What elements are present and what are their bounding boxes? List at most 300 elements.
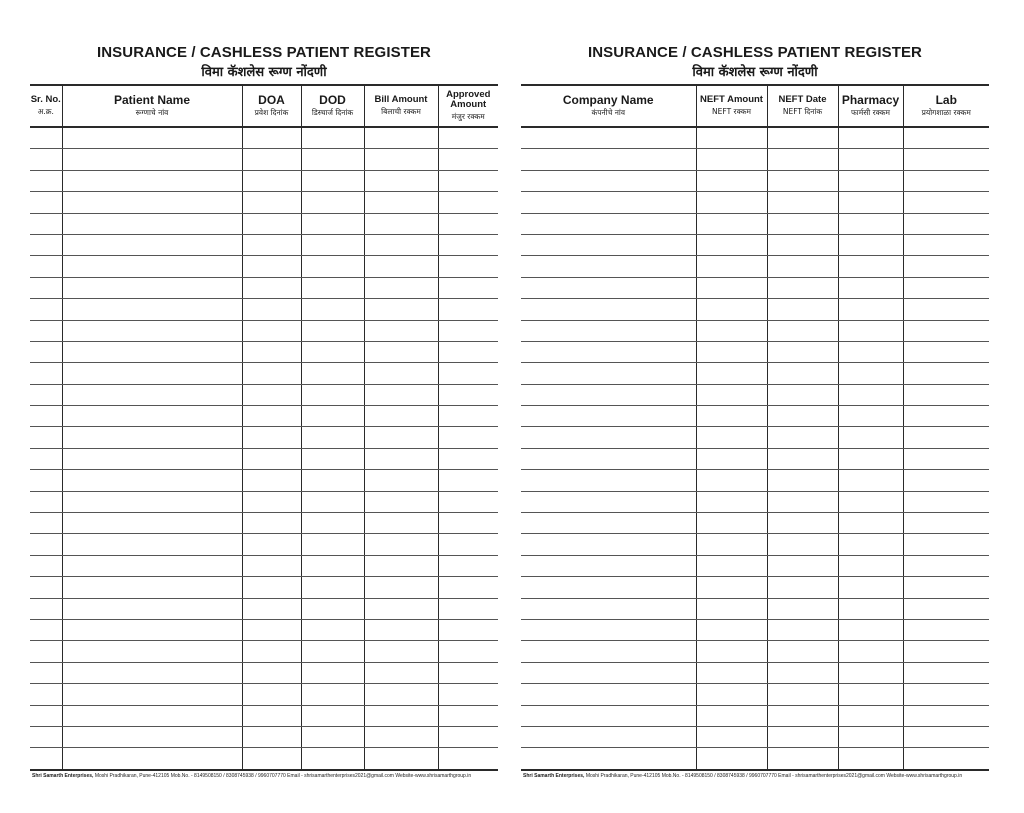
blank-cell	[767, 192, 838, 213]
blank-cell	[242, 320, 301, 341]
blank-cell	[364, 341, 438, 362]
blank-cell	[438, 341, 498, 362]
blank-cell	[521, 470, 696, 491]
blank-cell	[903, 448, 989, 469]
table-row	[521, 748, 989, 770]
blank-cell	[903, 170, 989, 191]
blank-cell	[521, 127, 696, 149]
blank-cell	[838, 127, 903, 149]
column-header-label-marathi: कंपनीचे नांव	[591, 108, 626, 118]
page-subtitle-marathi: विमा कॅशलेस रूग्ण नोंदणी	[692, 65, 818, 80]
blank-cell	[696, 619, 767, 640]
table-row	[521, 406, 989, 427]
blank-cell	[62, 427, 242, 448]
table-row	[521, 363, 989, 384]
blank-cell	[903, 427, 989, 448]
blank-cell	[438, 127, 498, 149]
blank-cell	[62, 299, 242, 320]
blank-cell	[301, 341, 364, 362]
blank-cell	[767, 277, 838, 298]
blank-cell	[62, 384, 242, 405]
blank-cell	[696, 726, 767, 747]
blank-cell	[62, 619, 242, 640]
blank-cell	[767, 341, 838, 362]
table-row	[30, 320, 498, 341]
column-header-approved-amount	[438, 85, 498, 127]
blank-cell	[301, 513, 364, 534]
table-row	[30, 491, 498, 512]
page-footer	[523, 773, 991, 779]
blank-cell	[438, 513, 498, 534]
blank-cell	[521, 170, 696, 191]
blank-cell	[364, 277, 438, 298]
blank-cell	[838, 726, 903, 747]
blank-cell	[30, 299, 62, 320]
blank-cell	[903, 491, 989, 512]
blank-cell	[521, 598, 696, 619]
blank-cell	[838, 213, 903, 234]
blank-cell	[30, 448, 62, 469]
blank-cell	[62, 684, 242, 705]
blank-cell	[767, 384, 838, 405]
blank-cell	[696, 491, 767, 512]
blank-cell	[521, 384, 696, 405]
column-header-label: Pharmacy	[841, 92, 900, 107]
blank-cell	[301, 213, 364, 234]
blank-cell	[438, 470, 498, 491]
blank-cell	[62, 149, 242, 170]
column-header-label-marathi: NEFT रक्कम	[712, 106, 751, 116]
blank-cell	[301, 149, 364, 170]
column-header-label: Company Name	[562, 92, 654, 107]
blank-cell	[301, 555, 364, 576]
blank-cell	[301, 363, 364, 384]
blank-cell	[767, 470, 838, 491]
blank-cell	[767, 256, 838, 277]
table-row	[521, 513, 989, 534]
blank-cell	[903, 662, 989, 683]
blank-cell	[438, 213, 498, 234]
blank-cell	[242, 234, 301, 255]
blank-cell	[30, 277, 62, 298]
blank-cell	[696, 427, 767, 448]
blank-cell	[364, 406, 438, 427]
column-header-label: DOD	[319, 92, 346, 107]
blank-cell	[521, 662, 696, 683]
blank-cell	[438, 534, 498, 555]
column-header-company-name	[521, 85, 696, 127]
blank-cell	[838, 277, 903, 298]
blank-cell	[696, 705, 767, 726]
blank-cell	[364, 619, 438, 640]
blank-cell	[30, 149, 62, 170]
blank-cell	[62, 534, 242, 555]
blank-cell	[903, 406, 989, 427]
table-row	[30, 705, 498, 726]
blank-cell	[903, 256, 989, 277]
blank-cell	[438, 555, 498, 576]
table-row	[30, 256, 498, 277]
table-row	[521, 726, 989, 747]
blank-cell	[30, 406, 62, 427]
blank-cell	[767, 662, 838, 683]
blank-cell	[242, 705, 301, 726]
column-header-label-marathi: बिलाची रक्कम	[381, 106, 421, 116]
blank-cell	[364, 170, 438, 191]
blank-cell	[30, 384, 62, 405]
blank-cell	[30, 598, 62, 619]
blank-cell	[438, 491, 498, 512]
blank-cell	[30, 555, 62, 576]
blank-cell	[242, 726, 301, 747]
blank-cell	[364, 448, 438, 469]
blank-cell	[521, 534, 696, 555]
blank-cell	[438, 619, 498, 640]
blank-cell	[767, 641, 838, 662]
table-row	[30, 192, 498, 213]
blank-cell	[696, 127, 767, 149]
table-row	[521, 598, 989, 619]
blank-cell	[438, 406, 498, 427]
blank-cell	[767, 299, 838, 320]
blank-cell	[767, 684, 838, 705]
blank-cell	[301, 277, 364, 298]
column-header-patient-name	[62, 85, 242, 127]
blank-cell	[838, 491, 903, 512]
blank-cell	[301, 641, 364, 662]
column-header-neft-date	[767, 85, 838, 127]
blank-cell	[903, 555, 989, 576]
table-row	[30, 127, 498, 149]
blank-cell	[364, 320, 438, 341]
blank-cell	[364, 427, 438, 448]
blank-cell	[838, 341, 903, 362]
blank-cell	[767, 427, 838, 448]
blank-cell	[903, 299, 989, 320]
table-row	[521, 705, 989, 726]
blank-cell	[62, 277, 242, 298]
blank-cell	[438, 577, 498, 598]
blank-cell	[30, 213, 62, 234]
blank-cell	[438, 192, 498, 213]
blank-cell	[301, 299, 364, 320]
table-row	[521, 555, 989, 576]
blank-cell	[301, 726, 364, 747]
blank-cell	[301, 705, 364, 726]
blank-cell	[30, 513, 62, 534]
blank-cell	[30, 470, 62, 491]
column-header-dod	[301, 85, 364, 127]
blank-cell	[301, 320, 364, 341]
blank-cell	[521, 320, 696, 341]
blank-cell	[242, 577, 301, 598]
blank-cell	[903, 513, 989, 534]
blank-cell	[242, 299, 301, 320]
blank-cell	[364, 470, 438, 491]
table-row	[30, 277, 498, 298]
table-row	[521, 341, 989, 362]
patient-register-table	[30, 84, 498, 771]
blank-cell	[767, 577, 838, 598]
blank-cell	[521, 684, 696, 705]
blank-cell	[521, 277, 696, 298]
blank-cell	[364, 748, 438, 770]
blank-cell	[242, 470, 301, 491]
table-row	[521, 684, 989, 705]
blank-cell	[696, 384, 767, 405]
blank-cell	[301, 470, 364, 491]
blank-cell	[838, 192, 903, 213]
table-row	[30, 748, 498, 770]
blank-cell	[364, 299, 438, 320]
blank-cell	[838, 470, 903, 491]
blank-cell	[696, 513, 767, 534]
table-row	[30, 363, 498, 384]
blank-cell	[838, 662, 903, 683]
blank-cell	[301, 491, 364, 512]
blank-cell	[62, 406, 242, 427]
blank-cell	[30, 192, 62, 213]
column-header-label-marathi: डिस्चार्ज दिनांक	[311, 108, 354, 118]
blank-cell	[30, 577, 62, 598]
blank-cell	[838, 448, 903, 469]
blank-cell	[242, 748, 301, 770]
blank-cell	[438, 448, 498, 469]
blank-cell	[438, 320, 498, 341]
blank-cell	[242, 598, 301, 619]
blank-cell	[364, 149, 438, 170]
table-row	[521, 192, 989, 213]
blank-cell	[30, 534, 62, 555]
table-row	[30, 684, 498, 705]
blank-cell	[838, 170, 903, 191]
blank-cell	[903, 277, 989, 298]
blank-cell	[767, 513, 838, 534]
blank-cell	[767, 534, 838, 555]
blank-cell	[521, 149, 696, 170]
blank-cell	[521, 234, 696, 255]
table-row	[30, 384, 498, 405]
blank-cell	[767, 491, 838, 512]
blank-cell	[696, 299, 767, 320]
column-header-label-marathi: रूग्णाचे नांव	[135, 108, 169, 118]
blank-cell	[903, 192, 989, 213]
blank-cell	[62, 748, 242, 770]
blank-cell	[62, 598, 242, 619]
blank-cell	[838, 406, 903, 427]
blank-cell	[767, 406, 838, 427]
blank-cell	[30, 427, 62, 448]
blank-cell	[364, 127, 438, 149]
blank-cell	[364, 577, 438, 598]
column-header-sr-no	[30, 85, 62, 127]
column-header-lab	[903, 85, 989, 127]
table-row	[30, 213, 498, 234]
table-row	[521, 384, 989, 405]
blank-cell	[242, 406, 301, 427]
blank-cell	[438, 149, 498, 170]
blank-cell	[696, 534, 767, 555]
blank-cell	[301, 406, 364, 427]
table-row	[521, 577, 989, 598]
blank-cell	[62, 577, 242, 598]
blank-cell	[838, 384, 903, 405]
blank-cell	[696, 234, 767, 255]
blank-cell	[696, 170, 767, 191]
blank-cell	[438, 662, 498, 683]
blank-cell	[696, 320, 767, 341]
blank-cell	[696, 470, 767, 491]
blank-cell	[903, 234, 989, 255]
blank-cell	[838, 234, 903, 255]
blank-cell	[903, 748, 989, 770]
blank-cell	[767, 363, 838, 384]
blank-cell	[62, 641, 242, 662]
table-row	[30, 299, 498, 320]
table-row	[30, 149, 498, 170]
blank-cell	[903, 534, 989, 555]
blank-cell	[696, 577, 767, 598]
column-header-doa	[242, 85, 301, 127]
blank-cell	[521, 192, 696, 213]
column-header-label-marathi: प्रयोगशाळा रक्कम	[921, 108, 971, 118]
table-row	[521, 127, 989, 149]
blank-cell	[364, 513, 438, 534]
blank-cell	[242, 534, 301, 555]
table-row	[30, 619, 498, 640]
blank-cell	[242, 170, 301, 191]
column-header-label: Sr. No.	[30, 94, 61, 106]
table-row	[30, 534, 498, 555]
blank-cell	[62, 213, 242, 234]
table-row	[30, 641, 498, 662]
blank-cell	[301, 619, 364, 640]
blank-cell	[301, 256, 364, 277]
blank-cell	[521, 363, 696, 384]
column-header-label: DOA	[258, 92, 285, 107]
table-row	[30, 577, 498, 598]
blank-cell	[242, 384, 301, 405]
blank-cell	[696, 341, 767, 362]
blank-cell	[838, 256, 903, 277]
blank-cell	[301, 748, 364, 770]
footer-contact-text: Moshi Pradhikaran, Pune-412105 Mob.No. - 8149508150 / 8308745938 / 9960707770 Email - shrisamarthenterprises2021@gmail.com Website-www.shrisamarthgroup.in	[94, 773, 472, 779]
blank-cell	[62, 341, 242, 362]
table-row	[30, 406, 498, 427]
blank-cell	[62, 127, 242, 149]
table-row	[521, 320, 989, 341]
blank-cell	[521, 619, 696, 640]
blank-cell	[767, 619, 838, 640]
blank-cell	[696, 662, 767, 683]
table-row	[30, 341, 498, 362]
table-row	[521, 427, 989, 448]
blank-cell	[838, 705, 903, 726]
page-subtitle-marathi: विमा कॅशलेस रूग्ण नोंदणी	[201, 65, 327, 80]
blank-cell	[62, 170, 242, 191]
blank-cell	[242, 684, 301, 705]
table-row	[521, 470, 989, 491]
blank-cell	[62, 705, 242, 726]
blank-cell	[242, 513, 301, 534]
blank-cell	[521, 748, 696, 770]
blank-cell	[767, 705, 838, 726]
blank-cell	[364, 384, 438, 405]
blank-cell	[30, 726, 62, 747]
table-row	[30, 170, 498, 191]
blank-cell	[242, 619, 301, 640]
footer-contact-text: Moshi Pradhikaran, Pune-412105 Mob.No. - 8149508150 / 8308745938 / 9960707770 Email - shrisamarthenterprises2021@gmail.com Website-www.shrisamarthgroup.in	[585, 773, 963, 779]
blank-cell	[62, 192, 242, 213]
column-header-label: Approved Amount	[446, 89, 491, 110]
blank-cell	[767, 555, 838, 576]
blank-cell	[838, 577, 903, 598]
blank-cell	[301, 127, 364, 149]
blank-cell	[696, 748, 767, 770]
column-header-label: NEFT Amount	[700, 94, 763, 106]
blank-cell	[903, 384, 989, 405]
table-row	[521, 641, 989, 662]
blank-cell	[30, 234, 62, 255]
blank-cell	[838, 320, 903, 341]
blank-cell	[30, 748, 62, 770]
blank-cell	[903, 619, 989, 640]
blank-cell	[438, 641, 498, 662]
column-header-bill-amount	[364, 85, 438, 127]
blank-cell	[838, 598, 903, 619]
blank-cell	[301, 662, 364, 683]
blank-cell	[696, 555, 767, 576]
footer-company-name: Shri Samarth Enterprises,	[523, 773, 585, 779]
blank-cell	[30, 641, 62, 662]
blank-cell	[30, 170, 62, 191]
blank-cell	[696, 406, 767, 427]
blank-cell	[301, 534, 364, 555]
blank-cell	[521, 513, 696, 534]
blank-cell	[242, 256, 301, 277]
blank-cell	[30, 127, 62, 149]
blank-cell	[62, 491, 242, 512]
blank-cell	[438, 299, 498, 320]
blank-cell	[30, 491, 62, 512]
blank-cell	[521, 299, 696, 320]
table-row	[521, 534, 989, 555]
blank-cell	[364, 491, 438, 512]
blank-cell	[242, 149, 301, 170]
blank-cell	[521, 256, 696, 277]
table-row	[30, 513, 498, 534]
blank-cell	[438, 363, 498, 384]
blank-cell	[242, 448, 301, 469]
blank-cell	[242, 127, 301, 149]
blank-cell	[364, 684, 438, 705]
blank-cell	[838, 299, 903, 320]
blank-cell	[301, 234, 364, 255]
header-row	[30, 85, 498, 127]
blank-cell	[438, 684, 498, 705]
page-footer	[32, 773, 500, 779]
blank-cell	[521, 555, 696, 576]
blank-cell	[364, 256, 438, 277]
blank-cell	[696, 598, 767, 619]
blank-cell	[696, 277, 767, 298]
blank-cell	[242, 491, 301, 512]
blank-cell	[521, 213, 696, 234]
blank-cell	[521, 641, 696, 662]
page-title: INSURANCE / CASHLESS PATIENT REGISTER	[96, 44, 431, 61]
column-header-label-marathi: मंजुर रक्कम	[451, 111, 485, 121]
blank-cell	[838, 513, 903, 534]
